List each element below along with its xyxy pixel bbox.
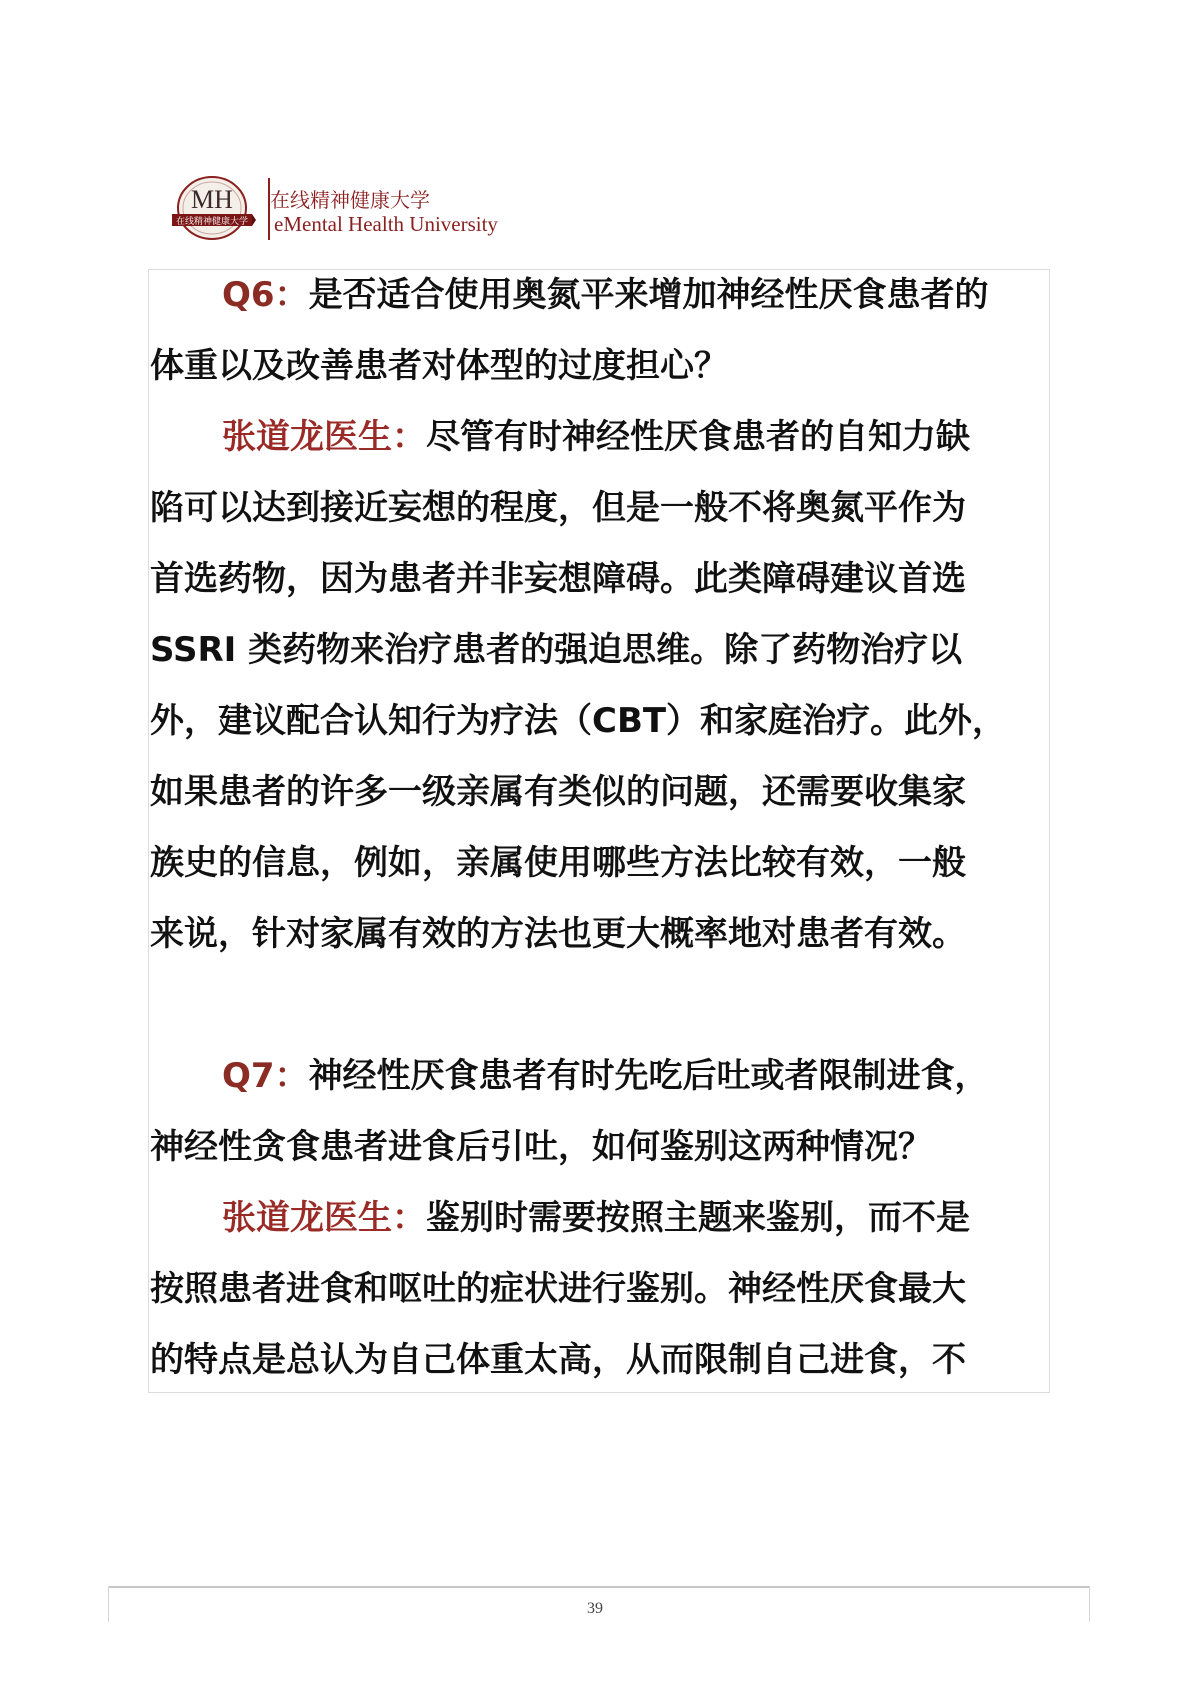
q7-answer-line-3: 的特点是总认为自己体重太高，从而限制自己进食，不 <box>150 1340 966 1380</box>
q6-answer-line-7: 族史的信息，例如，亲属使用哪些方法比较有效，一般 <box>150 843 966 883</box>
q6-answer-line-8: 来说，针对家属有效的方法也更大概率地对患者有效。 <box>150 914 966 954</box>
q7-answer-line-1 <box>222 1198 970 1238</box>
q7-question-line-2: 神经性贪食患者进食后引吐，如何鉴别这两种情况？ <box>150 1127 932 1167</box>
q7-question-line-1 <box>222 1056 989 1096</box>
q6-answer-line-2: 陷可以达到接近妄想的程度，但是一般不将奥氮平作为 <box>150 488 966 528</box>
emhu-logo <box>172 174 262 244</box>
page-number: 39 <box>587 1600 603 1617</box>
q7-answer-label: 张道龙医生： <box>222 1198 426 1238</box>
q7-label: Q7： <box>222 1056 309 1096</box>
q6-answer-line-5: 外，建议配合认知行为疗法（CBT）和家庭治疗。此外， <box>150 701 1007 741</box>
brand-name-cn: 在线精神健康大学 <box>270 188 430 212</box>
q6-answer-text-1: 尽管有时神经性厌食患者的自知力缺 <box>426 417 970 457</box>
q6-answer-line-3: 首选药物，因为患者并非妄想障碍。此类障碍建议首选 <box>150 559 966 599</box>
q7-question-text-1: 神经性厌食患者有时先吃后吐或者限制进食， <box>308 1056 989 1096</box>
q6-question-text-1: 是否适合使用奥氮平来增加神经性厌食患者的 <box>308 275 989 315</box>
q6-answer-line-4: SSRI 类药物来治疗患者的强迫思维。除了药物治疗以 <box>150 630 963 670</box>
footer-rule <box>108 1586 1090 1588</box>
brand-name-en: eMental Health University <box>274 212 498 236</box>
logo-banner-text: 在线精神健康大学 <box>175 217 249 227</box>
q7-answer-text-1: 鉴别时需要按照主题来鉴别，而不是 <box>426 1198 970 1238</box>
q6-question-line-1 <box>222 275 989 315</box>
q6-answer-line-6: 如果患者的许多一级亲属有类似的问题，还需要收集家 <box>150 772 966 812</box>
q7-answer-line-2: 按照患者进食和呕吐的症状进行鉴别。神经性厌食最大 <box>150 1269 966 1309</box>
q6-answer-line-1 <box>222 417 970 457</box>
q6-question-line-2: 体重以及改善患者对体型的过度担心？ <box>150 346 728 386</box>
logo-text: MH <box>191 185 233 214</box>
logo-seal-icon <box>172 174 262 244</box>
q6-label: Q6： <box>222 275 309 315</box>
q6-answer-label: 张道龙医生： <box>222 417 426 457</box>
